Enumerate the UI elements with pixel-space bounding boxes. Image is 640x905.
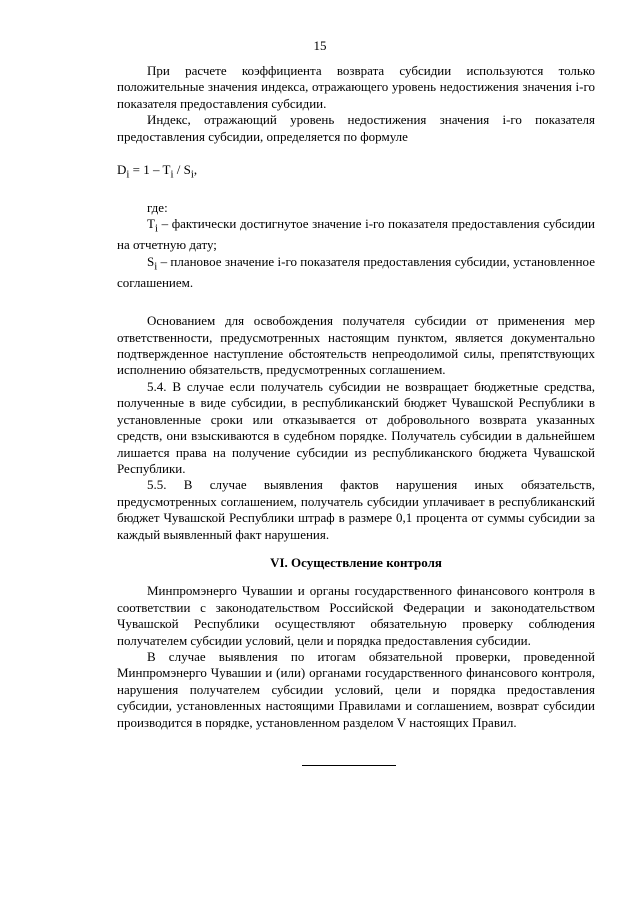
spacer (117, 291, 595, 313)
section-heading: VI. Осуществление контроля (270, 554, 442, 570)
definition-t-symbol: T (147, 216, 155, 232)
paragraph-positive-index: При расчете коэффициента возврата субсидии используются только положительные значения индекса, отражающего уровень недостижения значения i-го показателя предоставления субсидии. (117, 63, 595, 111)
definition-s-sub: i (154, 260, 158, 273)
formula-middle: = 1 – T (129, 162, 171, 178)
formula (117, 162, 595, 183)
paragraph-5-4: 5.4. В случае если получатель субсидии не возвращает бюджетные средства, полученные в виде субсидии, в республиканский бюджет Чувашской Республики в установленные сроки или отказывается от добровольного возврата указанных средств, они взыскиваются в судебном порядке. Получатель субсидии в дальнейшем лишается права на получение субсидии из республиканского бюджета Чувашской Республики. (117, 378, 595, 476)
formula-t-sub: i (170, 168, 174, 181)
definition-t-text: – фактически достигнутое значение i-го показателя предоставления субсидии на отчетную дату; (117, 216, 595, 253)
paragraph-control-2: В случае выявления по итогам обязательной проверки, проведенной Минпромэнерго Чувашии и (или) органами государственного финансового контроля, нарушения получателем субсидии условий, цели и порядка предоставления субсидии, установленных настоящими Правилами и соглашением, возврат субсидии производится в порядке, установленном разделом V настоящих Правил. (117, 648, 595, 730)
end-rule (302, 765, 396, 766)
definition-t-sub: i (154, 223, 158, 236)
formula-slash: / S (173, 162, 191, 178)
paragraph-control-1: Минпромэнерго Чувашии и органы государственного финансового контроля в соответствии с законодательством Российской Федерации и законодательством Чувашской Республики осуществляют обязательную проверку соблюдения получателем субсидии условий, цели и порядка предоставления субсидии. (117, 583, 595, 648)
definition-s-symbol: S (147, 253, 155, 269)
definition-t (117, 216, 595, 253)
page-number: 15 (313, 38, 327, 53)
where-label: где: (147, 200, 168, 216)
paragraph-index-definition: Индекс, отражающий уровень недостижения значения i-го показателя предоставления субсидии, определяется по формуле (117, 112, 595, 144)
paragraph-force-majeure: Основанием для освобождения получателя субсидии от применения мер ответственности, предусмотренных настоящим пунктом, является документально подтвержденное наступление обстоятельств непреодолимой силы, препятствующих исполнению обязательств, предусмотренных соглашением. (117, 313, 595, 378)
formula-tail: , (193, 162, 198, 178)
definition-s-text: – плановое значение i-го показателя предоставления субсидии, установленное соглашением. (117, 253, 595, 290)
formula-lhs: D (117, 162, 127, 178)
formula-s-sub: i (190, 168, 194, 181)
paragraph-5-5: 5.5. В случае выявления фактов нарушения иных обязательств, предусмотренных соглашением, получатель субсидии уплачивает в республиканский бюджет Чувашской Республики штраф в размере 0,1 процента от суммы субсидии за каждый выявленный факт нарушения. (117, 477, 595, 542)
definition-s (117, 254, 595, 291)
formula-lhs-sub: i (126, 168, 130, 181)
document-body (117, 63, 595, 731)
